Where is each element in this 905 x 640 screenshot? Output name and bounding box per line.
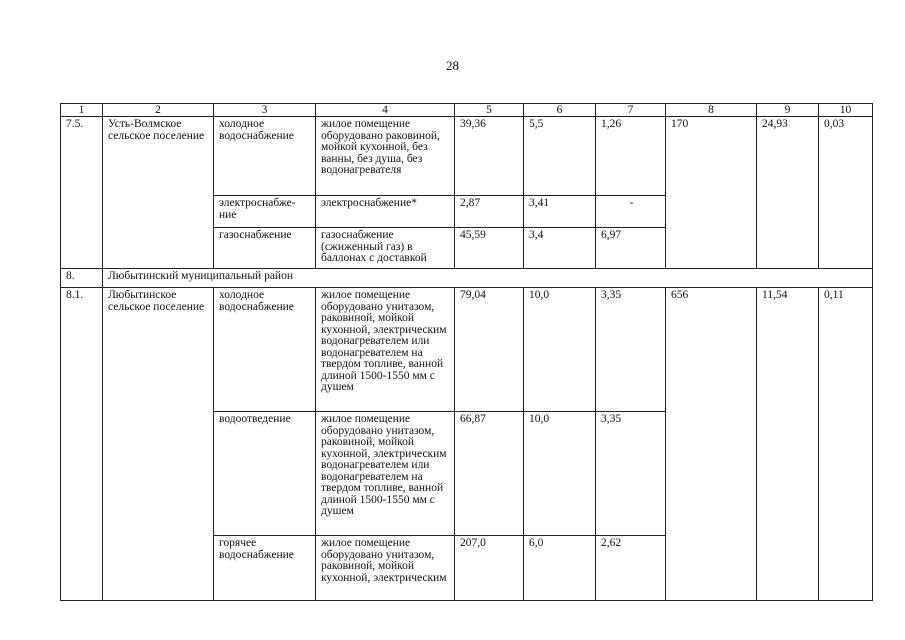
value-col5: 2,87 — [455, 196, 524, 228]
row-number: 8. — [61, 269, 103, 288]
settlement-name: Усть-Волмское сельское поселение — [103, 117, 214, 269]
service-type: холодное водоснабжение — [214, 117, 316, 196]
service-type: холодное водоснабжение — [214, 288, 316, 412]
column-header: 2 — [103, 104, 214, 117]
service-type: электроснабже-ние — [214, 196, 316, 228]
column-header: 3 — [214, 104, 316, 117]
column-header: 4 — [316, 104, 455, 117]
column-header: 9 — [757, 104, 819, 117]
service-description: жилое помещение оборудовано раковиной, мойкой кухонной, без ванны, без душа, без водонагревателя — [316, 117, 455, 196]
column-header: 10 — [819, 104, 873, 117]
table-row — [61, 288, 873, 412]
value-col7: - — [596, 196, 666, 228]
service-type: горячее водоснабжение — [214, 536, 316, 601]
column-header: 1 — [61, 104, 103, 117]
value-col8: 656 — [666, 288, 757, 601]
value-col6: 10,0 — [524, 412, 596, 536]
column-header: 8 — [666, 104, 757, 117]
value-col8: 170 — [666, 117, 757, 269]
value-col5: 66,87 — [455, 412, 524, 536]
value-col10: 0,11 — [819, 288, 873, 601]
value-col7: 3,35 — [596, 288, 666, 412]
service-description: жилое помещение оборудовано унитазом, раковиной, мойкой кухонной, электрическим водонагревателем или водонагревателем на твердом топливе, ванной длиной 1500-1550 мм с душем — [316, 288, 455, 412]
district-name: Любытинский муниципальный район — [103, 269, 873, 288]
settlement-name: Любытинское сельское поселение — [103, 288, 214, 601]
service-description: жилое помещение оборудовано унитазом, раковиной, мойкой кухонной, электрическим водонагревателем или водонагревателем на твердом топливе, ванной длиной 1500-1550 мм с душем — [316, 412, 455, 536]
service-description: газоснабжение (сжиженный газ) в баллонах с доставкой — [316, 228, 455, 269]
service-type: газоснабжение — [214, 228, 316, 269]
service-description: жилое помещение оборудовано унитазом, раковиной, мойкой кухонной, электрическим — [316, 536, 455, 601]
service-description: электроснабжение* — [316, 196, 455, 228]
value-col7: 1,26 — [596, 117, 666, 196]
value-col5: 45,59 — [455, 228, 524, 269]
page-number: 28 — [446, 58, 459, 73]
value-col7: 3,35 — [596, 412, 666, 536]
table-row — [61, 117, 873, 196]
row-number: 7.5. — [61, 117, 103, 269]
value-col7: 2,62 — [596, 536, 666, 601]
value-col10: 0,03 — [819, 117, 873, 269]
column-header: 5 — [455, 104, 524, 117]
value-col7: 6,97 — [596, 228, 666, 269]
value-col9: 11,54 — [757, 288, 819, 601]
column-header: 7 — [596, 104, 666, 117]
value-col6: 6,0 — [524, 536, 596, 601]
row-number: 8.1. — [61, 288, 103, 601]
value-col5: 207,0 — [455, 536, 524, 601]
service-type: водоотведение — [214, 412, 316, 536]
table-row — [61, 269, 873, 288]
value-col6: 10,0 — [524, 288, 596, 412]
value-col5: 79,04 — [455, 288, 524, 412]
value-col6: 5,5 — [524, 117, 596, 196]
tariff-table — [60, 103, 873, 601]
value-col5: 39,36 — [455, 117, 524, 196]
value-col6: 3,4 — [524, 228, 596, 269]
value-col9: 24,93 — [757, 117, 819, 269]
value-col6: 3,41 — [524, 196, 596, 228]
table-header-row — [61, 104, 873, 117]
column-header: 6 — [524, 104, 596, 117]
